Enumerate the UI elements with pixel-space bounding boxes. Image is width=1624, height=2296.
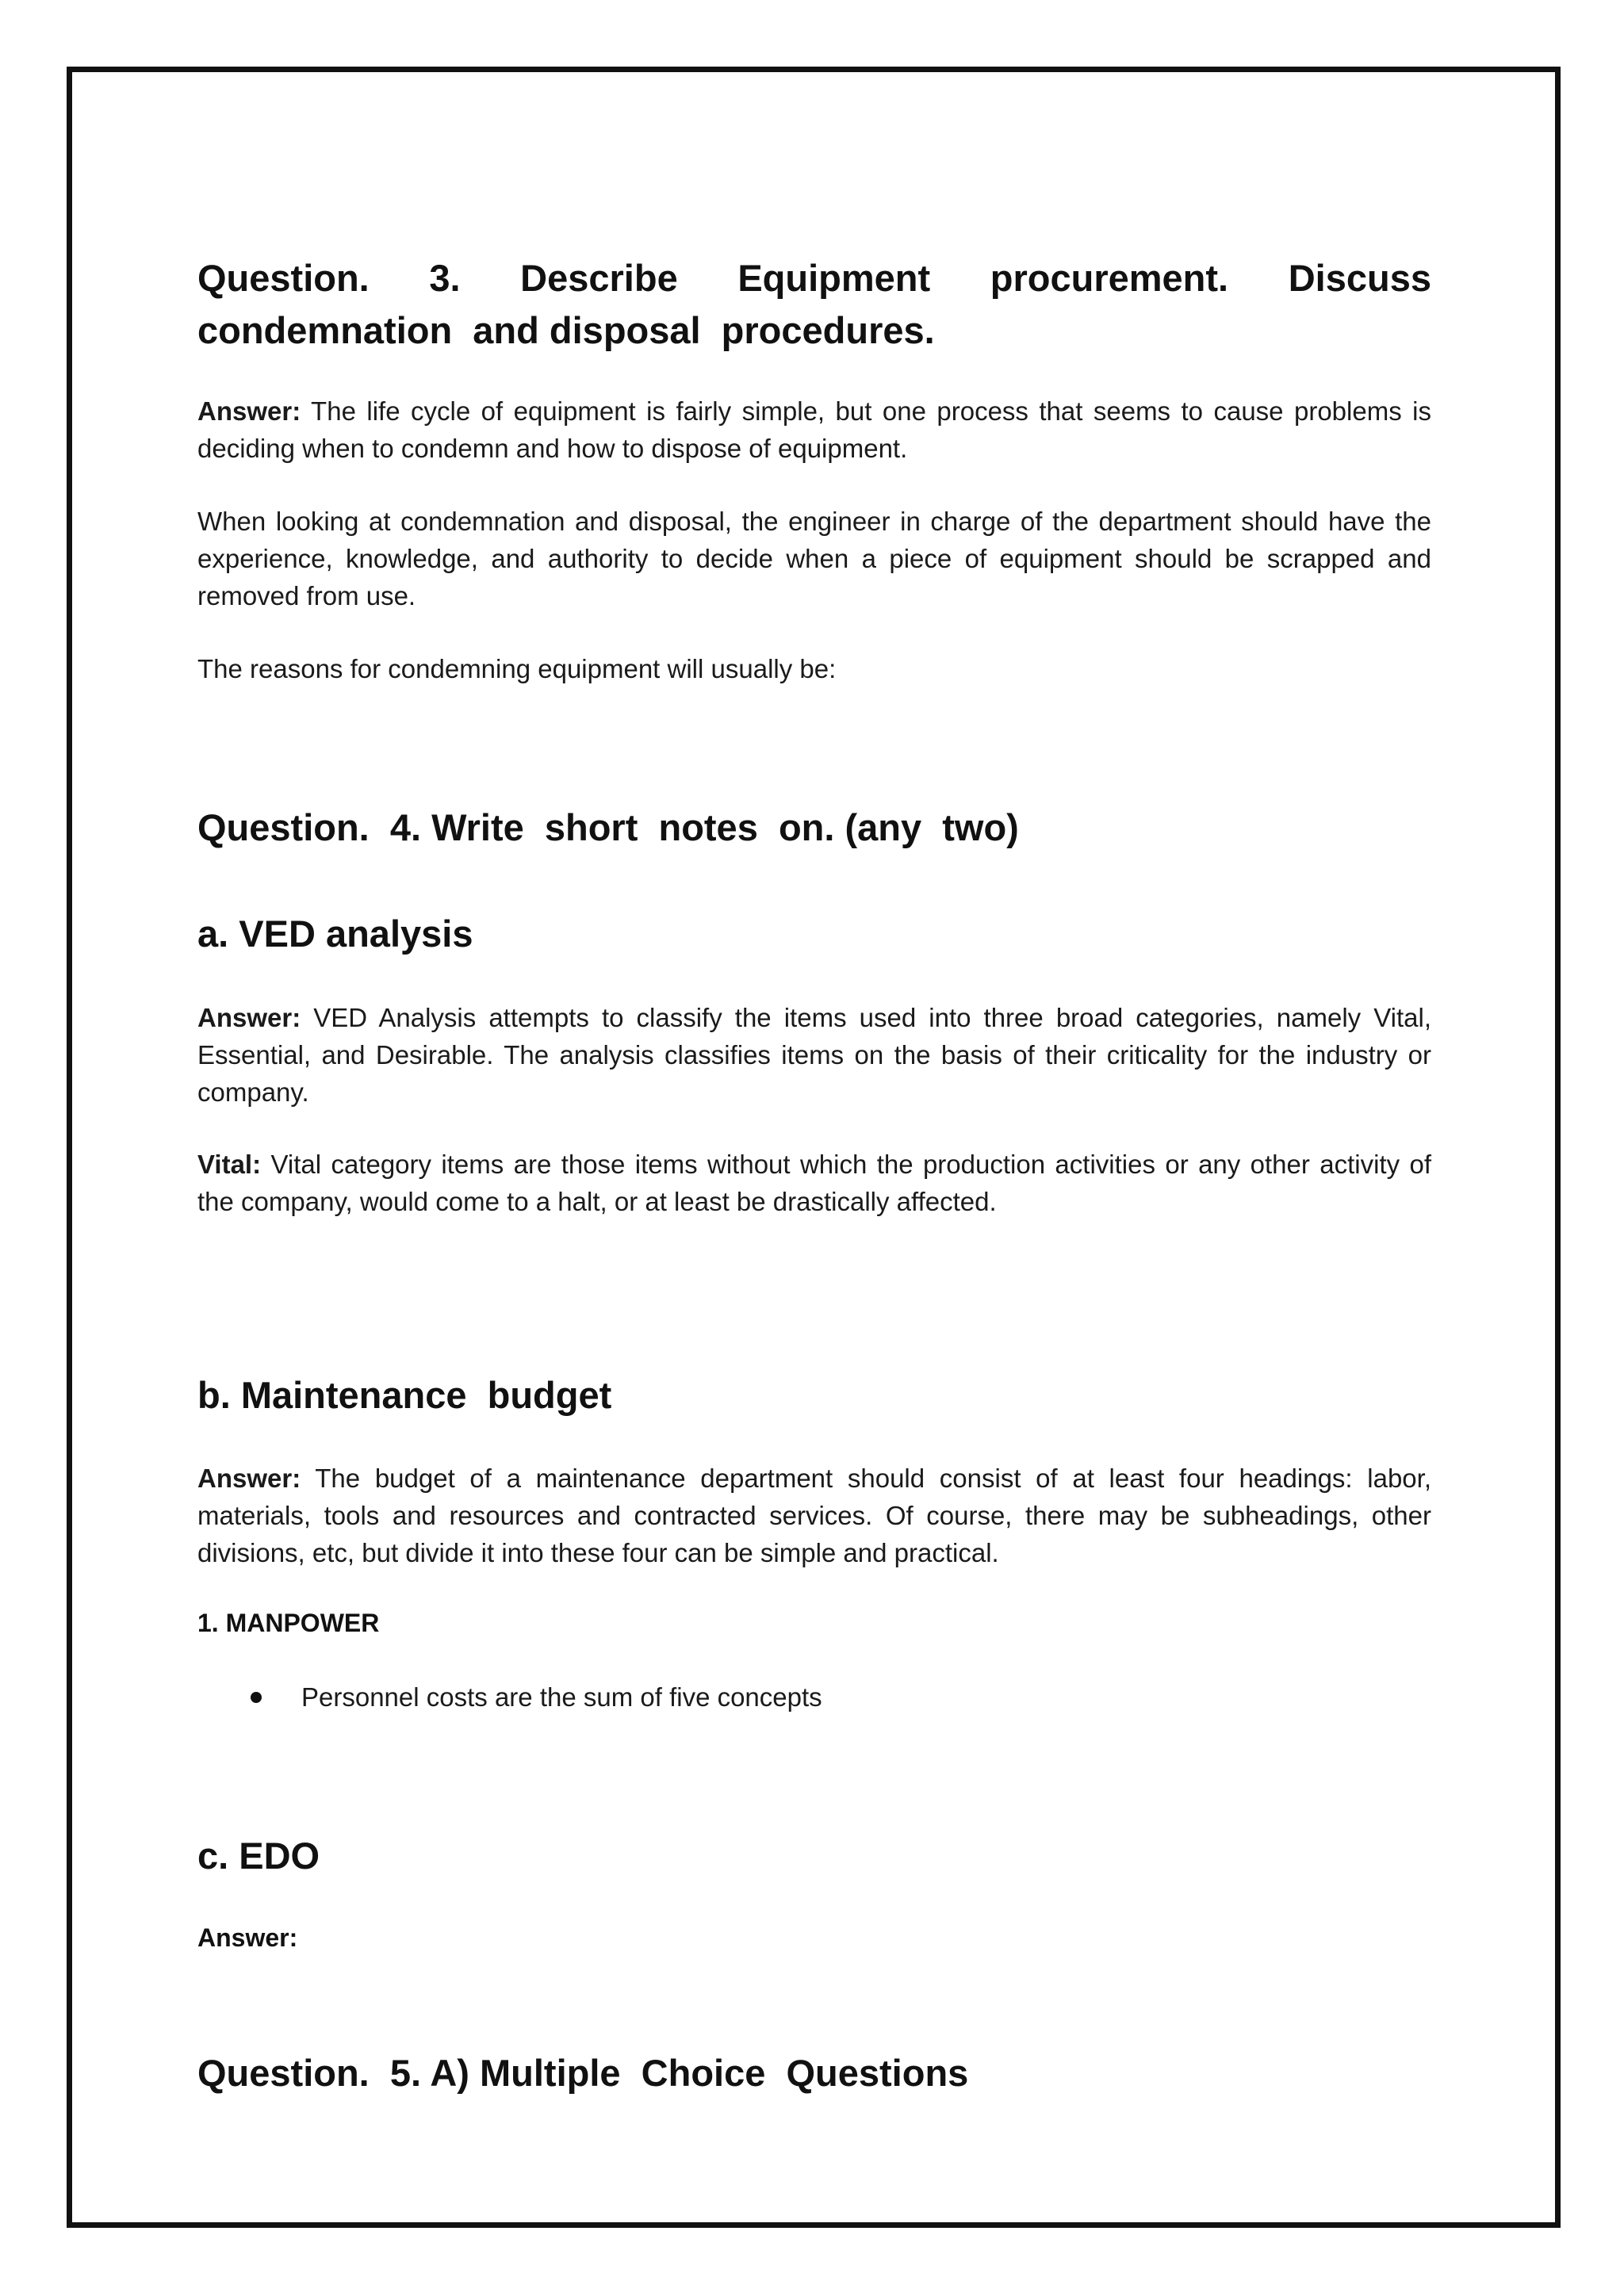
- q3-answer-text: The life cycle of equipment is fairly simple, but one process that seems to cause problems is deciding when to condemn and how to dispose of equipment.: [197, 396, 1431, 463]
- bullet-list-item: [251, 1678, 822, 1716]
- bullet-icon: [251, 1692, 262, 1703]
- budget-answer-paragraph: [197, 1460, 1431, 1571]
- edo-heading: c. EDO: [197, 1835, 320, 1877]
- answer-label: Answer:: [197, 1464, 301, 1493]
- vital-label: Vital:: [197, 1150, 262, 1179]
- ved-answer-paragraph: [197, 999, 1431, 1111]
- ved-analysis-heading: a. VED analysis: [197, 913, 473, 955]
- manpower-heading: 1. MANPOWER: [197, 1609, 380, 1637]
- q3-paragraph-3: The reasons for condemning equipment will usually be:: [197, 654, 837, 683]
- q3-word: Question.: [197, 257, 370, 299]
- budget-answer-text: The budget of a maintenance department should consist of at least four headings: labor, materials, tools and resources and contracted services. Of course, there may be subheadings, other divisions, etc, but divide it into these four can be simple and practical.: [197, 1464, 1431, 1567]
- maintenance-budget-heading: b. Maintenance budget: [197, 1374, 612, 1416]
- q3-word: 3.: [429, 257, 461, 299]
- vital-paragraph: [197, 1146, 1431, 1220]
- edo-answer-label: Answer:: [197, 1923, 298, 1952]
- q3-word: Equipment: [737, 257, 931, 299]
- ved-answer-text: VED Analysis attempts to classify the items used into three broad categories, namely Vital, Essential, and Desirable. The analysis classifies items on the basis of their criticality for the industry or company.: [197, 1003, 1431, 1107]
- q3-word: Describe: [520, 257, 678, 299]
- bullet-text: Personnel costs are the sum of five concepts: [301, 1682, 822, 1712]
- q3-word: procurement.: [990, 257, 1229, 299]
- q3-word: Discuss: [1288, 257, 1431, 299]
- answer-label: Answer:: [197, 1003, 301, 1032]
- q3-answer-paragraph: [197, 392, 1431, 467]
- question-3-heading-line2: condemnation and disposal procedures.: [197, 309, 935, 351]
- question-3-heading: [197, 252, 1431, 357]
- q3-paragraph-2: When looking at condemnation and disposal, the engineer in charge of the department should have the experience, knowledge, and authority to decide when a piece of equipment should be scrapped and removed from use.: [197, 507, 1431, 610]
- question-5-heading: Question. 5. A) Multiple Choice Questions: [197, 2052, 969, 2094]
- answer-label: Answer:: [197, 396, 301, 426]
- question-3-heading-line1: [197, 252, 1431, 304]
- question-4-heading: Question. 4. Write short notes on. (any two): [197, 806, 1019, 848]
- vital-text: Vital category items are those items without which the production activities or any other activity of the company, would come to a halt, or at least be drastically affected.: [197, 1150, 1431, 1216]
